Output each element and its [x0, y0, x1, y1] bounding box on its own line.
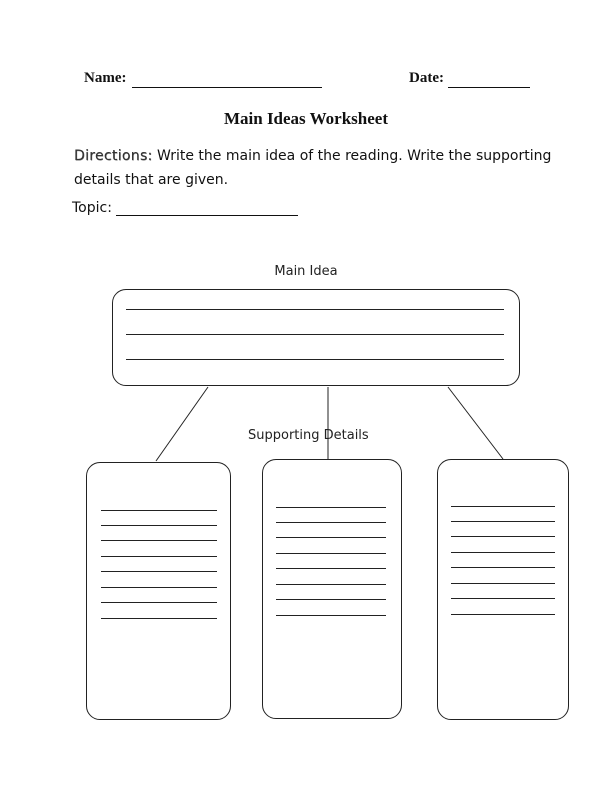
detail-1-writing-line[interactable]: [101, 571, 217, 572]
detail-2-writing-line[interactable]: [276, 522, 386, 523]
supporting-details-label: Supporting Details: [248, 428, 369, 443]
detail-1-writing-line[interactable]: [101, 587, 217, 588]
name-label: Name:: [84, 70, 127, 86]
date-label: Date:: [409, 70, 444, 86]
main-idea-writing-line[interactable]: [126, 359, 504, 360]
detail-1-writing-line[interactable]: [101, 602, 217, 603]
detail-2-writing-line[interactable]: [276, 615, 386, 616]
detail-3-writing-line[interactable]: [451, 598, 555, 599]
main-idea-writing-line[interactable]: [126, 309, 504, 310]
detail-box-3[interactable]: [437, 459, 569, 720]
main-idea-writing-line[interactable]: [126, 334, 504, 335]
detail-2-writing-line[interactable]: [276, 507, 386, 508]
detail-1-writing-line[interactable]: [101, 540, 217, 541]
detail-3-writing-line[interactable]: [451, 536, 555, 537]
detail-box-2[interactable]: [262, 459, 402, 719]
detail-1-writing-line[interactable]: [101, 525, 217, 526]
detail-2-writing-line[interactable]: [276, 568, 386, 569]
detail-3-writing-line[interactable]: [451, 552, 555, 553]
detail-1-writing-line[interactable]: [101, 556, 217, 557]
detail-2-writing-line[interactable]: [276, 599, 386, 600]
detail-3-writing-line[interactable]: [451, 567, 555, 568]
detail-1-writing-line[interactable]: [101, 510, 217, 511]
directions-text: Write the main idea of the reading. Write the supporting details that are given.: [74, 148, 552, 188]
main-idea-box[interactable]: [112, 289, 520, 386]
directions-label: Directions:: [74, 148, 153, 164]
connector-right: [448, 387, 503, 459]
connector-left: [156, 387, 208, 461]
detail-3-writing-line[interactable]: [451, 614, 555, 615]
detail-3-writing-line[interactable]: [451, 521, 555, 522]
detail-3-writing-line[interactable]: [451, 506, 555, 507]
main-idea-label: Main Idea: [274, 264, 338, 279]
topic-label: Topic:: [72, 200, 112, 216]
worksheet-title: Main Ideas Worksheet: [223, 109, 389, 128]
detail-box-1[interactable]: [86, 462, 231, 720]
detail-2-writing-line[interactable]: [276, 537, 386, 538]
detail-2-writing-line[interactable]: [276, 584, 386, 585]
detail-2-writing-line[interactable]: [276, 553, 386, 554]
detail-1-writing-line[interactable]: [101, 618, 217, 619]
detail-3-writing-line[interactable]: [451, 583, 555, 584]
